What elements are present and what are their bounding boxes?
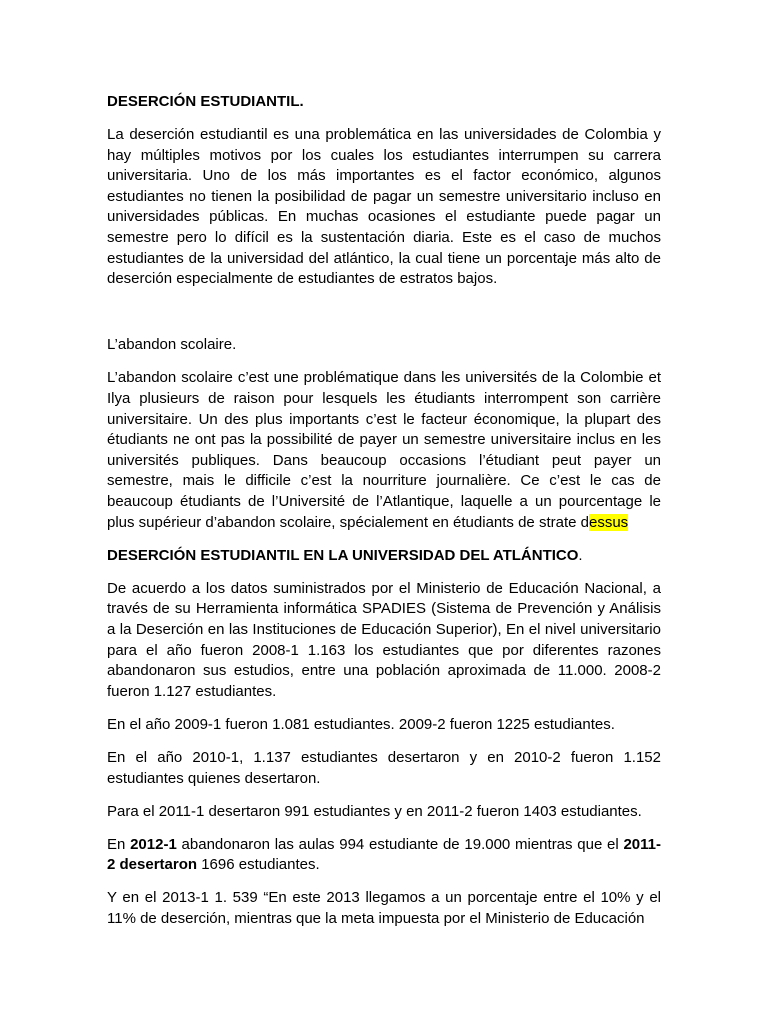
year-2013-paragraph: Y en el 2013-1 1. 539 “En este 2013 llegamos a un porcentaje entre el 10% y el 11% de deserción, mientras que la meta impuesta por el Ministerio de Educación xyxy=(107,889,661,927)
section-heading xyxy=(107,546,661,567)
section-heading-period: . xyxy=(578,546,583,564)
year-2009-paragraph: En el año 2009-1 fueron 1.081 estudiantes. 2009-2 fueron 1225 estudiantes. xyxy=(107,715,615,733)
french-paragraph-text: L’abandon scolaire c’est une problématique dans les universités de la Colombie et Ilya plusieurs de raison pour lesquels les étudiants interrompent son carrière universitaire. Un des plus importants c’est le facteur économique, la plupart des étudiants ne ont pas la possibilité de payer un semestre universitaire inclus en les universités publiques. Dans beaucoup occasions l’étudiant peut payer un semestre, mais le difficile c’est la nourriture journalière. Ce c’est le cas de beaucoup étudiants de l’Université de l’Atlantique, laquelle a un pourcentage le plus supérieur d’abandon scolaire, spécialement en étudiants de strate d xyxy=(107,369,661,531)
year-2012-text-b: abandonaron las aulas 994 estudiante de 19.000 mientras que el xyxy=(176,835,624,853)
spanish-title: DESERCIÓN ESTUDIANTIL. xyxy=(107,93,304,110)
year-2012-bold-b: 2011-2 desertaron xyxy=(107,835,662,874)
french-title: L’abandon scolaire. xyxy=(107,336,237,354)
year-2010-paragraph: En el año 2010-1, 1.137 estudiantes desertaron y en 2010-2 fueron 1.152 estudiantes quienes desertaron. xyxy=(107,748,661,787)
year-2012-text-a: En xyxy=(107,835,131,853)
year-2012-text-c: 1696 estudiantes. xyxy=(197,856,320,874)
document-page xyxy=(107,92,661,942)
year-2012-bold-a: 2012-1 xyxy=(130,835,177,853)
french-paragraph xyxy=(107,368,661,533)
highlighted-text: essus xyxy=(588,513,629,531)
blank-space xyxy=(107,302,661,335)
year-2011-paragraph: Para el 2011-1 desertaron 991 estudiantes y en 2011-2 fueron 1403 estudiantes. xyxy=(107,802,642,820)
section-heading-text: DESERCIÓN ESTUDIANTIL EN LA UNIVERSIDAD DEL ATLÁNTICO xyxy=(107,546,579,564)
spanish-intro-paragraph: La deserción estudiantil es una problemática en las universidades de Colombia y hay múltiples motivos por los cuales los estudiantes interrumpen su carrera universitaria. Uno de los más importantes es el factor económico, algunos estudiantes no tienen la posibilidad de pagar un semestre universitario incluso en universidades públicas. En muchas ocasiones el estudiante puede pagar un semestre pero lo difícil es la sustentación diaria. Este es el caso de muchos estudiantes de la universidad del atlántico, la cual tiene un porcentaje más alto de deserción especialmente de estudiantes de estratos bajos. xyxy=(107,126,661,288)
spadies-paragraph: De acuerdo a los datos suministrados por el Ministerio de Educación Nacional, a través de su Herramienta informática SPADIES (Sistema de Prevención y Análisis a la Deserción en las Instituciones de Educación Superior), En el nivel universitario para el año fueron 2008-1 1.163 los estudiantes que por diferentes razones abandonaron sus estudios, entre una población aproximada de 11.000. 2008-2 fueron 1.127 estudiantes. xyxy=(107,579,661,700)
year-2012-paragraph xyxy=(107,835,661,876)
